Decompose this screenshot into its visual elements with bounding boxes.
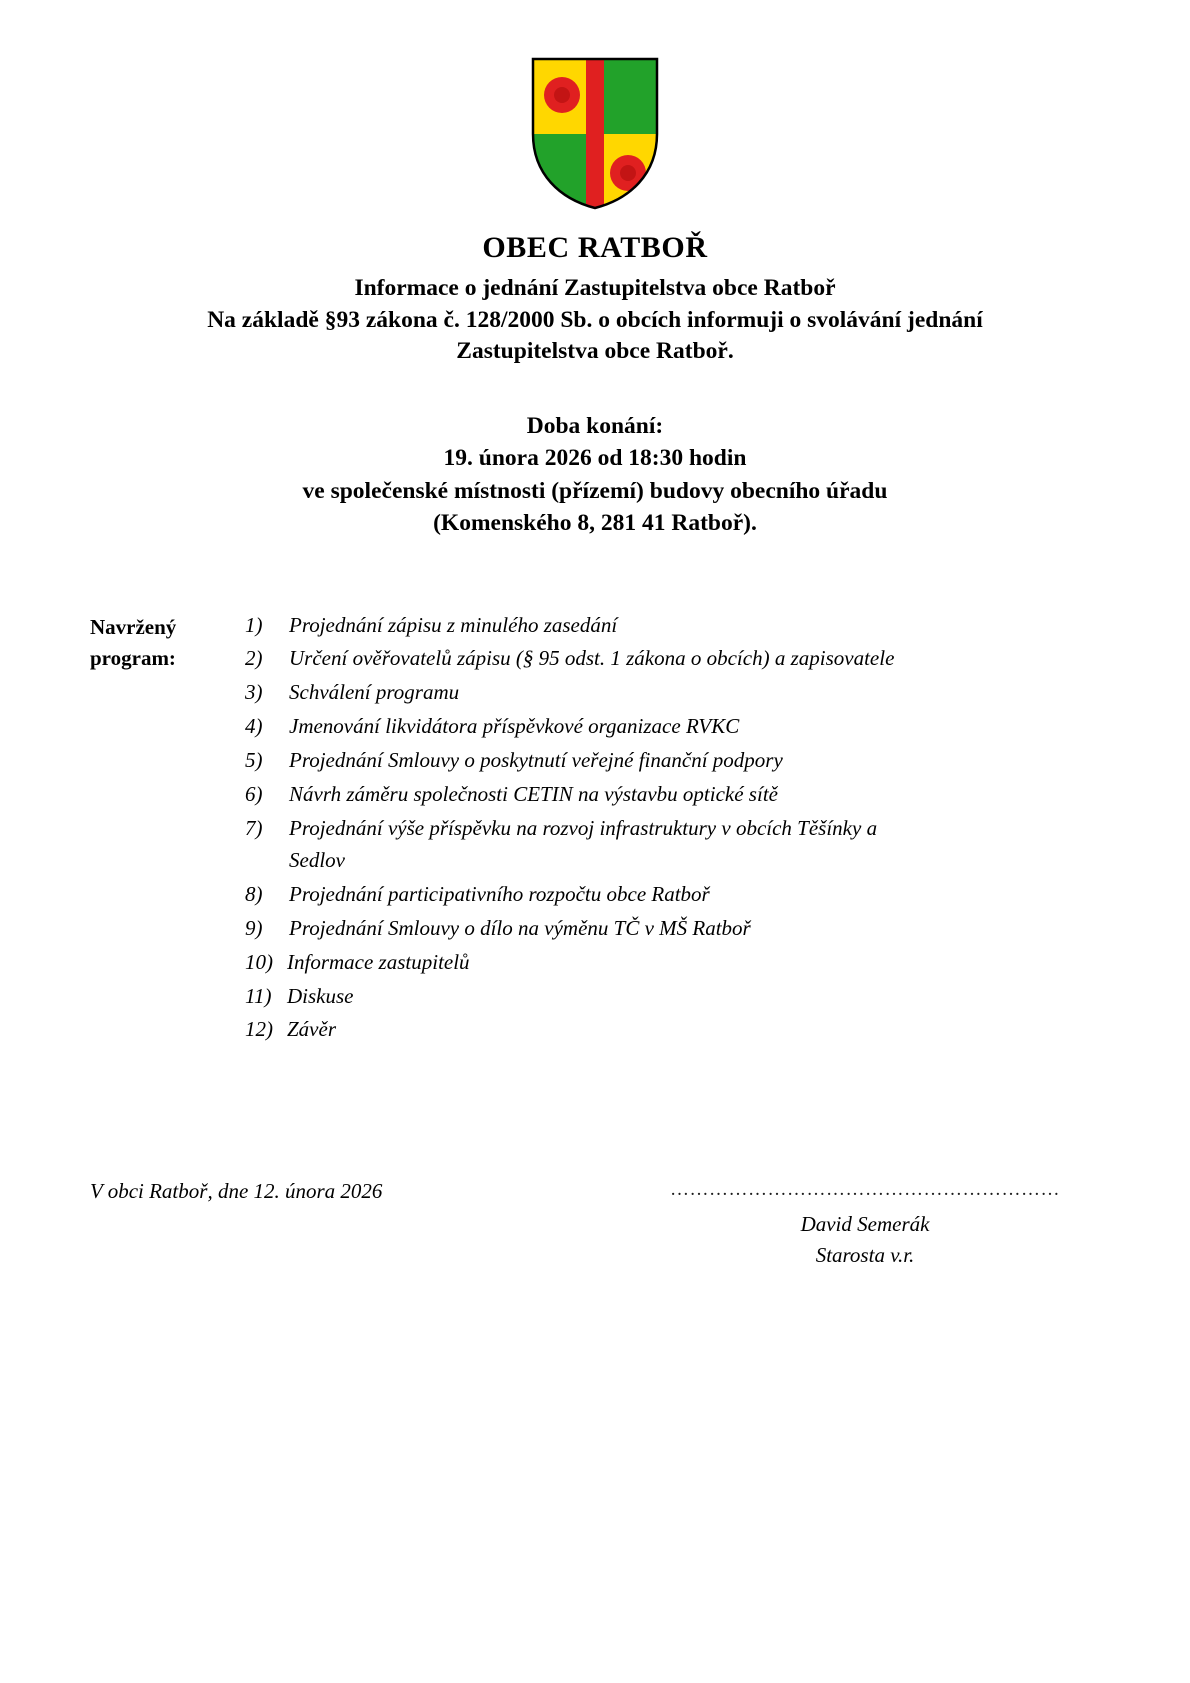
- signature-block: [630, 1176, 1100, 1272]
- agenda-item: [245, 779, 935, 811]
- agenda-item: [245, 913, 935, 945]
- header-subtitle-line-3: Zastupitelstva obce Ratboř.: [456, 338, 734, 365]
- document-footer: [90, 1176, 1100, 1272]
- agenda-item: [245, 947, 935, 979]
- agenda-item-text: Schválení programu: [289, 680, 460, 705]
- agenda-item-text: Diskuse: [287, 983, 354, 1008]
- header-subtitle-line-2: Na základě §93 zákona č. 128/2000 Sb. o obcích informuji o svolávání jednání: [207, 306, 983, 333]
- agenda-item: [245, 677, 935, 709]
- place-and-date: V obci Ratboř, dne 12. února 2026: [90, 1179, 383, 1204]
- agenda-item-text: Projednání participativního rozpočtu obce Ratboř: [289, 881, 710, 906]
- meeting-details: [90, 410, 1100, 540]
- agenda-item-text: Návrh záměru společnosti CETIN na výstavbu optické sítě: [289, 782, 778, 807]
- agenda-item-number: 1): [245, 612, 263, 637]
- agenda-item-text: Projednání Smlouvy o poskytnutí veřejné finanční podpory: [289, 748, 783, 773]
- meeting-time-label: Doba konání:: [526, 412, 664, 439]
- coat-of-arms-icon: [530, 56, 660, 211]
- agenda-item: [245, 643, 935, 675]
- agenda-list: [245, 610, 935, 1049]
- agenda-item-number: 4): [245, 714, 263, 739]
- proposed-program-label-line-2: program:: [90, 645, 176, 670]
- agenda-item-number: 12): [245, 1017, 273, 1042]
- agenda-item: [245, 711, 935, 743]
- agenda-item-number: 11): [245, 983, 272, 1008]
- proposed-program-section: [90, 610, 1100, 1049]
- agenda-item: [245, 610, 935, 642]
- crest-quarter-top-right: [595, 56, 660, 134]
- agenda-item-number: 8): [245, 881, 263, 906]
- agenda-item: [245, 1014, 935, 1046]
- crest-rose-top-left: [544, 77, 580, 113]
- organization-name: OBEC RATBOŘ: [482, 231, 708, 264]
- signature-line: ……………………………………………………: [670, 1179, 1060, 1201]
- agenda-item-number: 9): [245, 915, 263, 940]
- signer-role: Starosta v.r.: [815, 1243, 915, 1268]
- agenda-item: [245, 879, 935, 911]
- signer-name: David Semerák: [800, 1211, 930, 1236]
- agenda-item-text: Jmenování likvidátora příspěvkové organizace RVKC: [289, 714, 740, 739]
- agenda-item-text: Projednání Smlouvy o dílo na výměnu TČ v MŠ Ratboř: [289, 915, 751, 940]
- agenda-item-number: 3): [245, 680, 263, 705]
- agenda-item-number: 10): [245, 949, 273, 974]
- agenda-item-text: Projednání zápisu z minulého zasedání: [289, 612, 618, 637]
- crest-quarter-bottom-left: [530, 134, 595, 211]
- agenda-item-number: 7): [245, 815, 263, 840]
- meeting-datetime: 19. února 2026 od 18:30 hodin: [443, 445, 747, 472]
- agenda-item-text: Závěr: [287, 1017, 336, 1042]
- meeting-venue: ve společenské místnosti (přízemí) budovy obecního úřadu: [302, 477, 888, 504]
- agenda-item-number: 6): [245, 782, 263, 807]
- agenda-item-number: 2): [245, 646, 263, 671]
- agenda-item-text: Určení ověřovatelů zápisu (§ 95 odst. 1 zákona o obcích) a zapisovatele: [289, 646, 895, 671]
- proposed-program-label-line-1: Navržený: [90, 614, 177, 639]
- proposed-program-label: [90, 610, 245, 674]
- agenda-item: [245, 981, 935, 1013]
- crest-pale-stripe: [586, 56, 604, 211]
- meeting-address: (Komenského 8, 281 41 Ratboř).: [433, 510, 757, 537]
- agenda-item-text: Informace zastupitelů: [287, 949, 470, 974]
- agenda-item: [245, 745, 935, 777]
- agenda-item-text: Projednání výše příspěvku na rozvoj infrastruktury v obcích Těšínky a Sedlov: [289, 815, 878, 872]
- document-header: [90, 229, 1100, 368]
- coat-of-arms-container: [90, 0, 1100, 211]
- crest-rose-bottom-right: [610, 155, 646, 191]
- agenda-item-number: 5): [245, 748, 263, 773]
- header-subtitle-line-1: Informace o jednání Zastupitelstva obce Ratboř: [354, 275, 836, 302]
- agenda-item: [245, 813, 935, 877]
